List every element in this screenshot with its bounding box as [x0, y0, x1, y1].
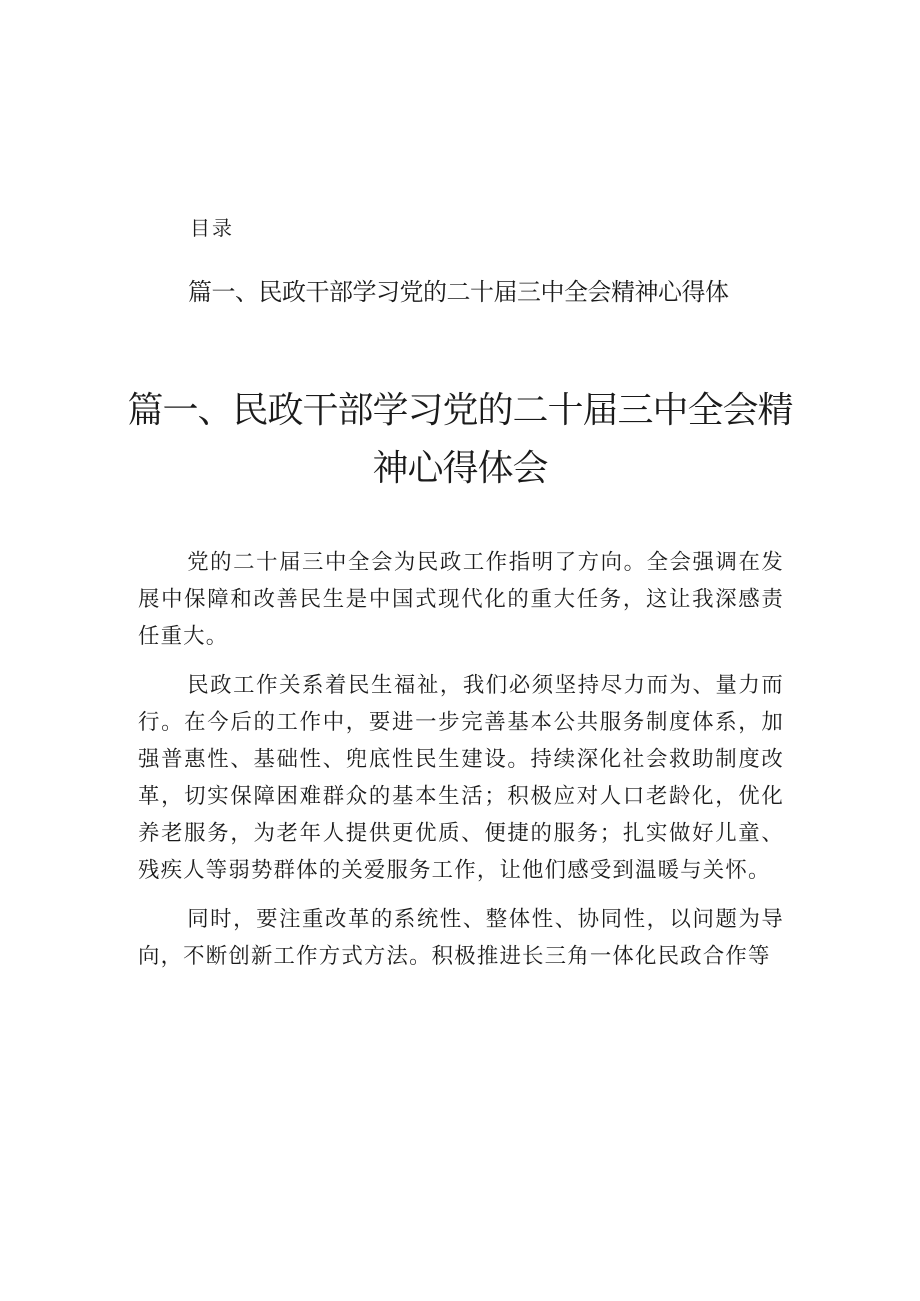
toc-item[interactable]: 篇一、民政干部学习党的二十届三中全会精神心得体 — [188, 278, 729, 306]
article-body — [138, 544, 784, 987]
article-title-line-2: 神心得体会 — [372, 448, 548, 489]
article-title-line-1: 篇一、民政干部学习党的二十届三中全会精 — [127, 390, 793, 431]
toc-heading: 目录 — [190, 216, 234, 240]
body-paragraph-1: 党的二十届三中全会为民政工作指明了方向。全会强调在发展中保障和改善民生是中国式现代化的重大任务，这让我深感责任重大。 — [138, 550, 784, 649]
article-title — [120, 382, 800, 498]
body-paragraph-2: 民政工作关系着民生福祉，我们必须坚持尽力而为、量力而行。在今后的工作中，要进一步完善基本公共服务制度体系，加强普惠性、基础性、兜底性民生建设。持续深化社会救助制度改革，切实保障困难群众的基本生活；积极应对人口老龄化，优化养老服务，为老年人提供更优质、便捷的服务；扎实做好儿童、残疾人等弱势群体的关爱服务工作，让他们感受到温暖与关怀。 — [138, 673, 784, 883]
body-paragraph-3: 同时，要注重改革的系统性、整体性、协同性，以问题为导向，不断创新工作方式方法。积极推进长三角一体化民政合作等 — [138, 907, 784, 969]
